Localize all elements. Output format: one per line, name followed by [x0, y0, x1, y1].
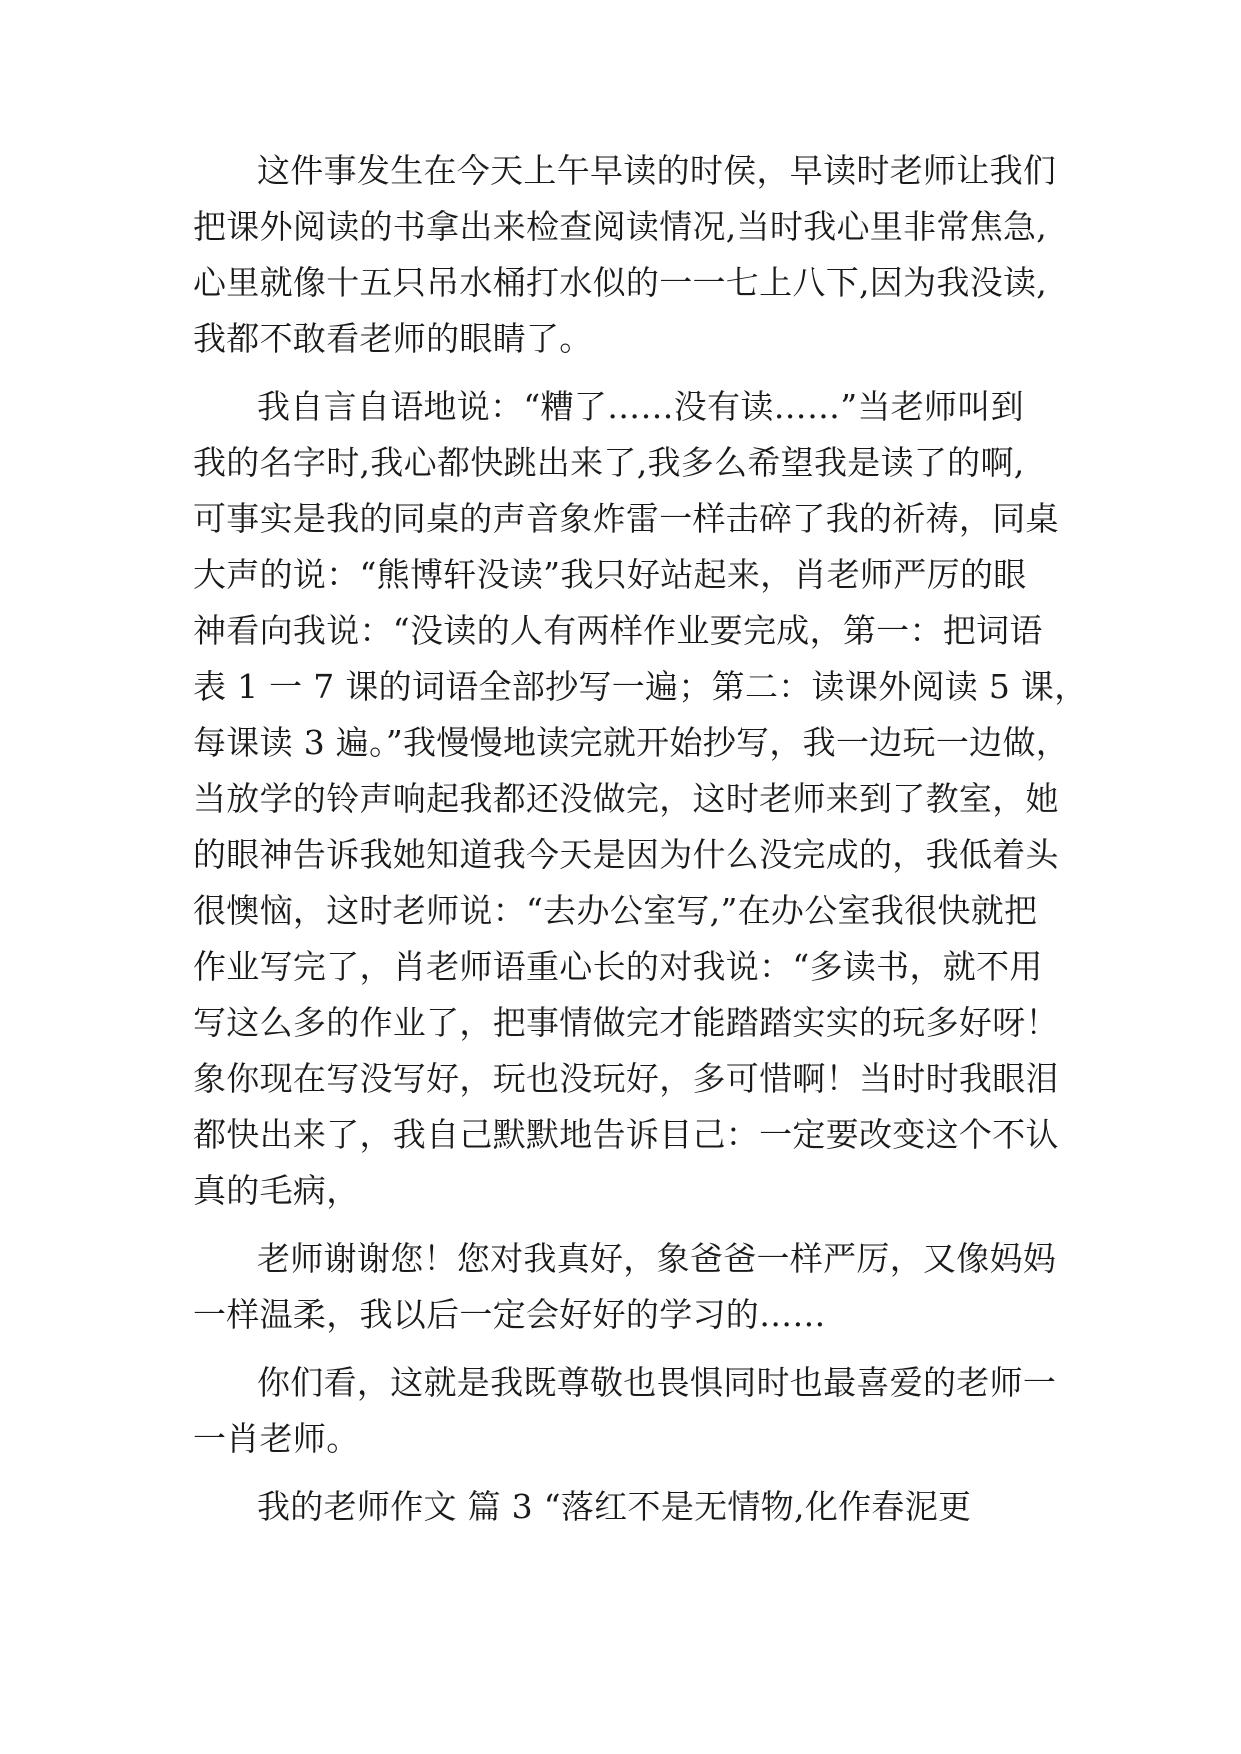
text-line: 我自言自语地说：“糟了……没有读……”当老师叫到 — [257, 387, 1024, 426]
text-line: 这件事发生在今天上午早读的时侯，早读时老师让我们 — [257, 151, 1057, 190]
text-line: 的眼神告诉我她知道我今天是因为什么没完成的，我低着头 — [193, 835, 1059, 874]
text-line: 我的名字时,我心都快跳出来了,我多么希望我是读了的啊, — [193, 443, 1025, 482]
text-line: 我都不敢看老师的眼睛了。 — [193, 319, 593, 358]
text-line: 大声的说：“熊博轩没读”我只好站起来，肖老师严厉的眼 — [193, 555, 1027, 594]
text-line: 作业写完了，肖老师语重心长的对我说：“多读书，就不用 — [193, 947, 1043, 986]
text-line: 一肖老师。 — [193, 1419, 360, 1458]
text-line: 象你现在写没写好，玩也没玩好，多可惜啊！当时时我眼泪 — [193, 1059, 1059, 1098]
text-line: 很懊恼，这时老师说：“去办公室写,”在办公室我很快就把 — [193, 891, 1038, 930]
text-line: 写这么多的作业了，把事情做完才能踏踏实实的玩多好呀！ — [193, 1003, 1059, 1042]
text-line: 表 1 一 7 课的词语全部抄写一遍；第二：读课外阅读 5 课， — [193, 667, 1088, 706]
text-line: 我的老师作文 篇 3 “落红不是无情物,化作春泥更 — [257, 1487, 972, 1526]
text-line: 一样温柔，我以后一定会好好的学习的…… — [193, 1295, 826, 1334]
text-line: 可事实是我的同桌的声音象炸雷一样击碎了我的祈祷，同桌 — [193, 499, 1059, 538]
text-line: 老师谢谢您！您对我真好，象爸爸一样严厉，又像妈妈 — [257, 1239, 1057, 1278]
text-line: 每课读 3 遍。”我慢慢地读完就开始抄写，我一边玩一边做， — [193, 723, 1070, 762]
text-line: 把课外阅读的书拿出来检查阅读情况,当时我心里非常焦急, — [193, 207, 1048, 246]
text-line: 心里就像十五只吊水桶打水似的一一七上八下,因为我没读, — [193, 263, 1048, 302]
text-line: 当放学的铃声响起我都还没做完，这时老师来到了教室，她 — [193, 779, 1059, 818]
text-line: 都快出来了，我自己默默地告诉目己：一定要改变这个不认 — [193, 1115, 1059, 1154]
text-line: 神看向我说：“没读的人有两样作业要完成，第一：把词语 — [193, 611, 1043, 650]
text-line: 你们看，这就是我既尊敬也畏惧同时也最喜爱的老师一 — [257, 1363, 1057, 1402]
text-line: 真的毛病， — [193, 1171, 360, 1210]
